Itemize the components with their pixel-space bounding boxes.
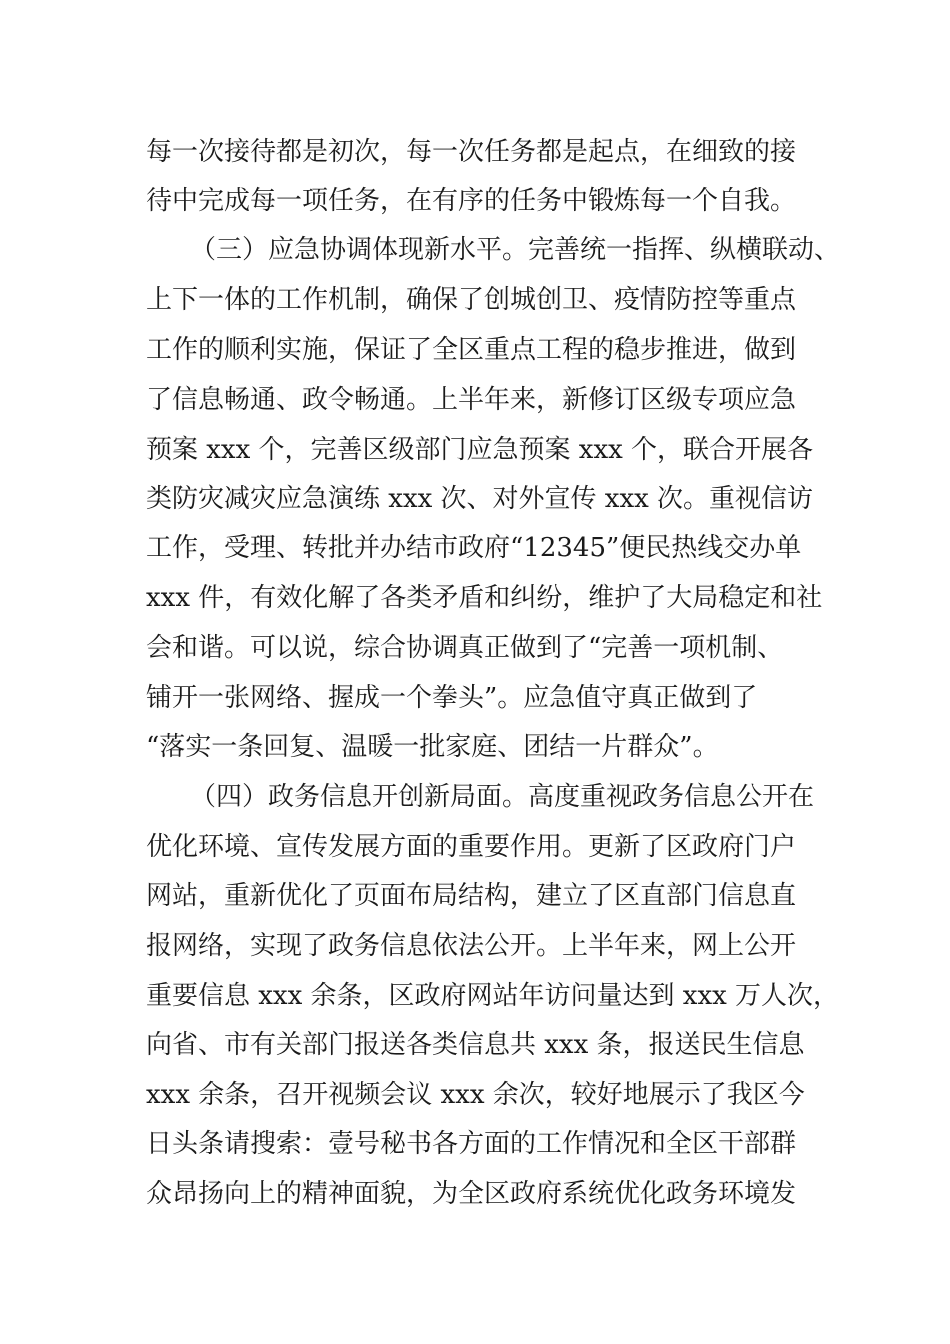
section-heading-three: （三）应急协调体现新水平。完善统一指挥、纵横联动、 (190, 235, 841, 265)
text-line: 优化环境、宣传发展方面的重要作用。更新了区政府门户 (146, 832, 797, 862)
text-line: xxx 件，有效化解了各类矛盾和纠纷，维护了大局稳定和社 (146, 583, 823, 613)
text-line: 日头条请搜索：壹号秘书各方面的工作情况和全区干部群 (146, 1129, 797, 1159)
text-line: 会和谐。可以说，综合协调真正做到了“完善一项机制、 (146, 633, 784, 663)
text-line: 类防灾减灾应急演练 xxx 次、对外宣传 xxx 次。重视信访 (146, 484, 814, 514)
text-line: 每一次接待都是初次，每一次任务都是起点，在细致的接 (146, 137, 797, 167)
text-line: 铺开一张网络、握成一个拳头”。应急值守真正做到了 (146, 683, 758, 713)
text-line: xxx 余条，召开视频会议 xxx 余次，较好地展示了我区今 (146, 1080, 805, 1110)
text-line: 预案 xxx 个，完善区级部门应急预案 xxx 个，联合开展各 (146, 435, 814, 465)
text-line: 待中完成每一项任务，在有序的任务中锻炼每一个自我。 (146, 186, 797, 216)
text-line: 众昂扬向上的精神面貌，为全区政府系统优化政务环境发 (146, 1179, 797, 1209)
section-heading-four: （四）政务信息开创新局面。高度重视政务信息公开在 (190, 782, 815, 812)
text-line: 了信息畅通、政令畅通。上半年来，新修订区级专项应急 (146, 385, 797, 415)
text-line: “落实一条回复、温暖一批家庭、团结一片群众”。 (146, 732, 719, 762)
text-line: 工作，受理、转批并办结市政府“12345”便民热线交办单 (146, 533, 802, 563)
text-line: 报网络，实现了政务信息依法公开。上半年来，网上公开 (146, 931, 797, 961)
text-line: 工作的顺利实施，保证了全区重点工程的稳步推进，做到 (146, 335, 797, 365)
text-line: 上下一体的工作机制，确保了创城创卫、疫情防控等重点 (146, 285, 797, 315)
text-line: 网站，重新优化了页面布局结构，建立了区直部门信息直 (146, 881, 797, 911)
text-line: 向省、市有关部门报送各类信息共 xxx 条，报送民生信息 (146, 1030, 805, 1060)
text-line: 重要信息 xxx 余条，区政府网站年访问量达到 xxx 万人次， (146, 981, 840, 1011)
